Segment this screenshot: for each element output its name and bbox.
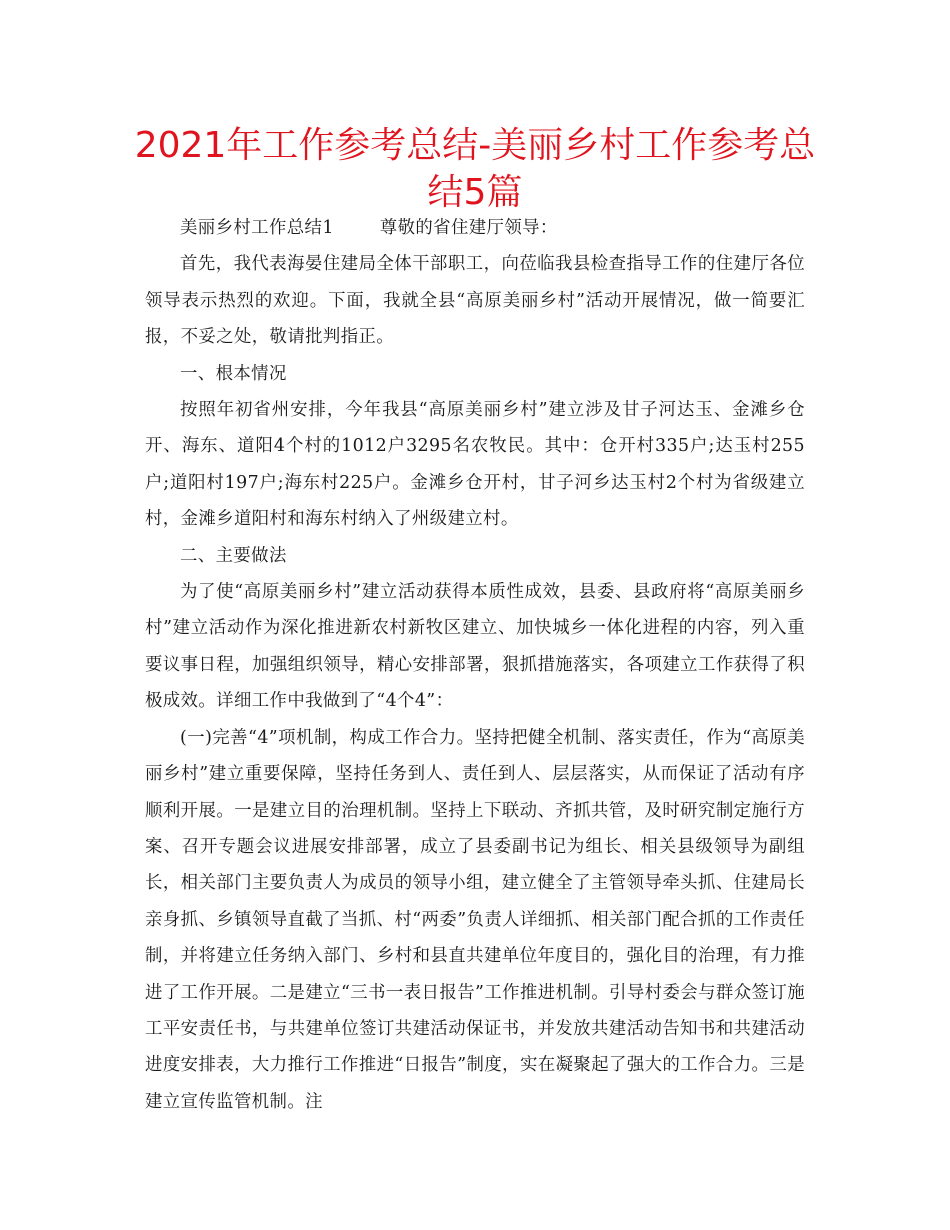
intro-line: [145, 210, 805, 246]
section-heading-basic: 一、根本情况: [180, 363, 287, 384]
intro-label: 美丽乡村工作总结1: [180, 218, 334, 238]
paragraph-basic-situation: 按照年初省州安排，今年我县“高原美丽乡村”建立涉及甘子河达玉、金滩乡仓开、海东、道阳4个村的1012户3295名农牧民。其中：仓开村335户;达玉村255户;道阳村197户;海东村225户。金滩乡仓开村，甘子河乡达玉村2个村为省级建立村，金滩乡道阳村和海东村纳入了州级建立村。: [145, 400, 805, 530]
document-body: [145, 210, 805, 1120]
paragraph-mechanisms: (一)完善“4”项机制，构成工作合力。坚持把健全机制、落实责任，作为“高原美丽乡村”建立重要保障，坚持任务到人、责任到人、层层落实，从而保证了活动有序顺利开展。一是建立目的治理机制。坚持上下联动、齐抓共管，及时研究制定施行方案、召开专题会议进展安排部署，成立了县委副书记为组长、相关县级领导为副组长，相关部门主要负责人为成员的领导小组，建立健全了主管领导牵头抓、住建局长亲身抓、乡镇领导直截了当抓、村“两委”负责人详细抓、相关部门配合抓的工作责任制，并将建立任务纳入部门、乡村和县直共建单位年度目的，强化目的治理，有力推进了工作开展。二是建立“三书一表日报告”工作推进机制。引导村委会与群众签订施工平安责任书，与共建单位签订共建活动保证书，并发放共建活动告知书和共建活动进度安排表，大力推行工作推进“日报告”制度，实在凝聚起了强大的工作合力。三是建立宣传监管机制。注: [145, 727, 805, 1112]
section-heading-methods: 二、主要做法: [180, 545, 287, 566]
paragraph-methods-intro: 为了使“高原美丽乡村”建立活动获得本质性成效，县委、县政府将“高原美丽乡村”建立活动作为深化推进新农村新牧区建立、加快城乡一体化进程的内容，列入重要议事日程，加强组织领导，精心安排部署，狠抓措施落实，各项建立工作获得了积极成效。详细工作中我做到了“4个4”：: [145, 582, 805, 712]
paragraph-opening: 首先，我代表海晏住建局全体干部职工，向莅临我县检查指导工作的住建厅各位领导表示热烈的欢迎。下面，我就全县“高原美丽乡村”活动开展情况，做一简要汇报，不妥之处，敬请批判指正。: [145, 254, 805, 348]
intro-greeting: 尊敬的省住建厅领导：: [379, 218, 558, 238]
document-title: 2021年工作参考总结-美丽乡村工作参考总结5篇: [134, 125, 816, 213]
